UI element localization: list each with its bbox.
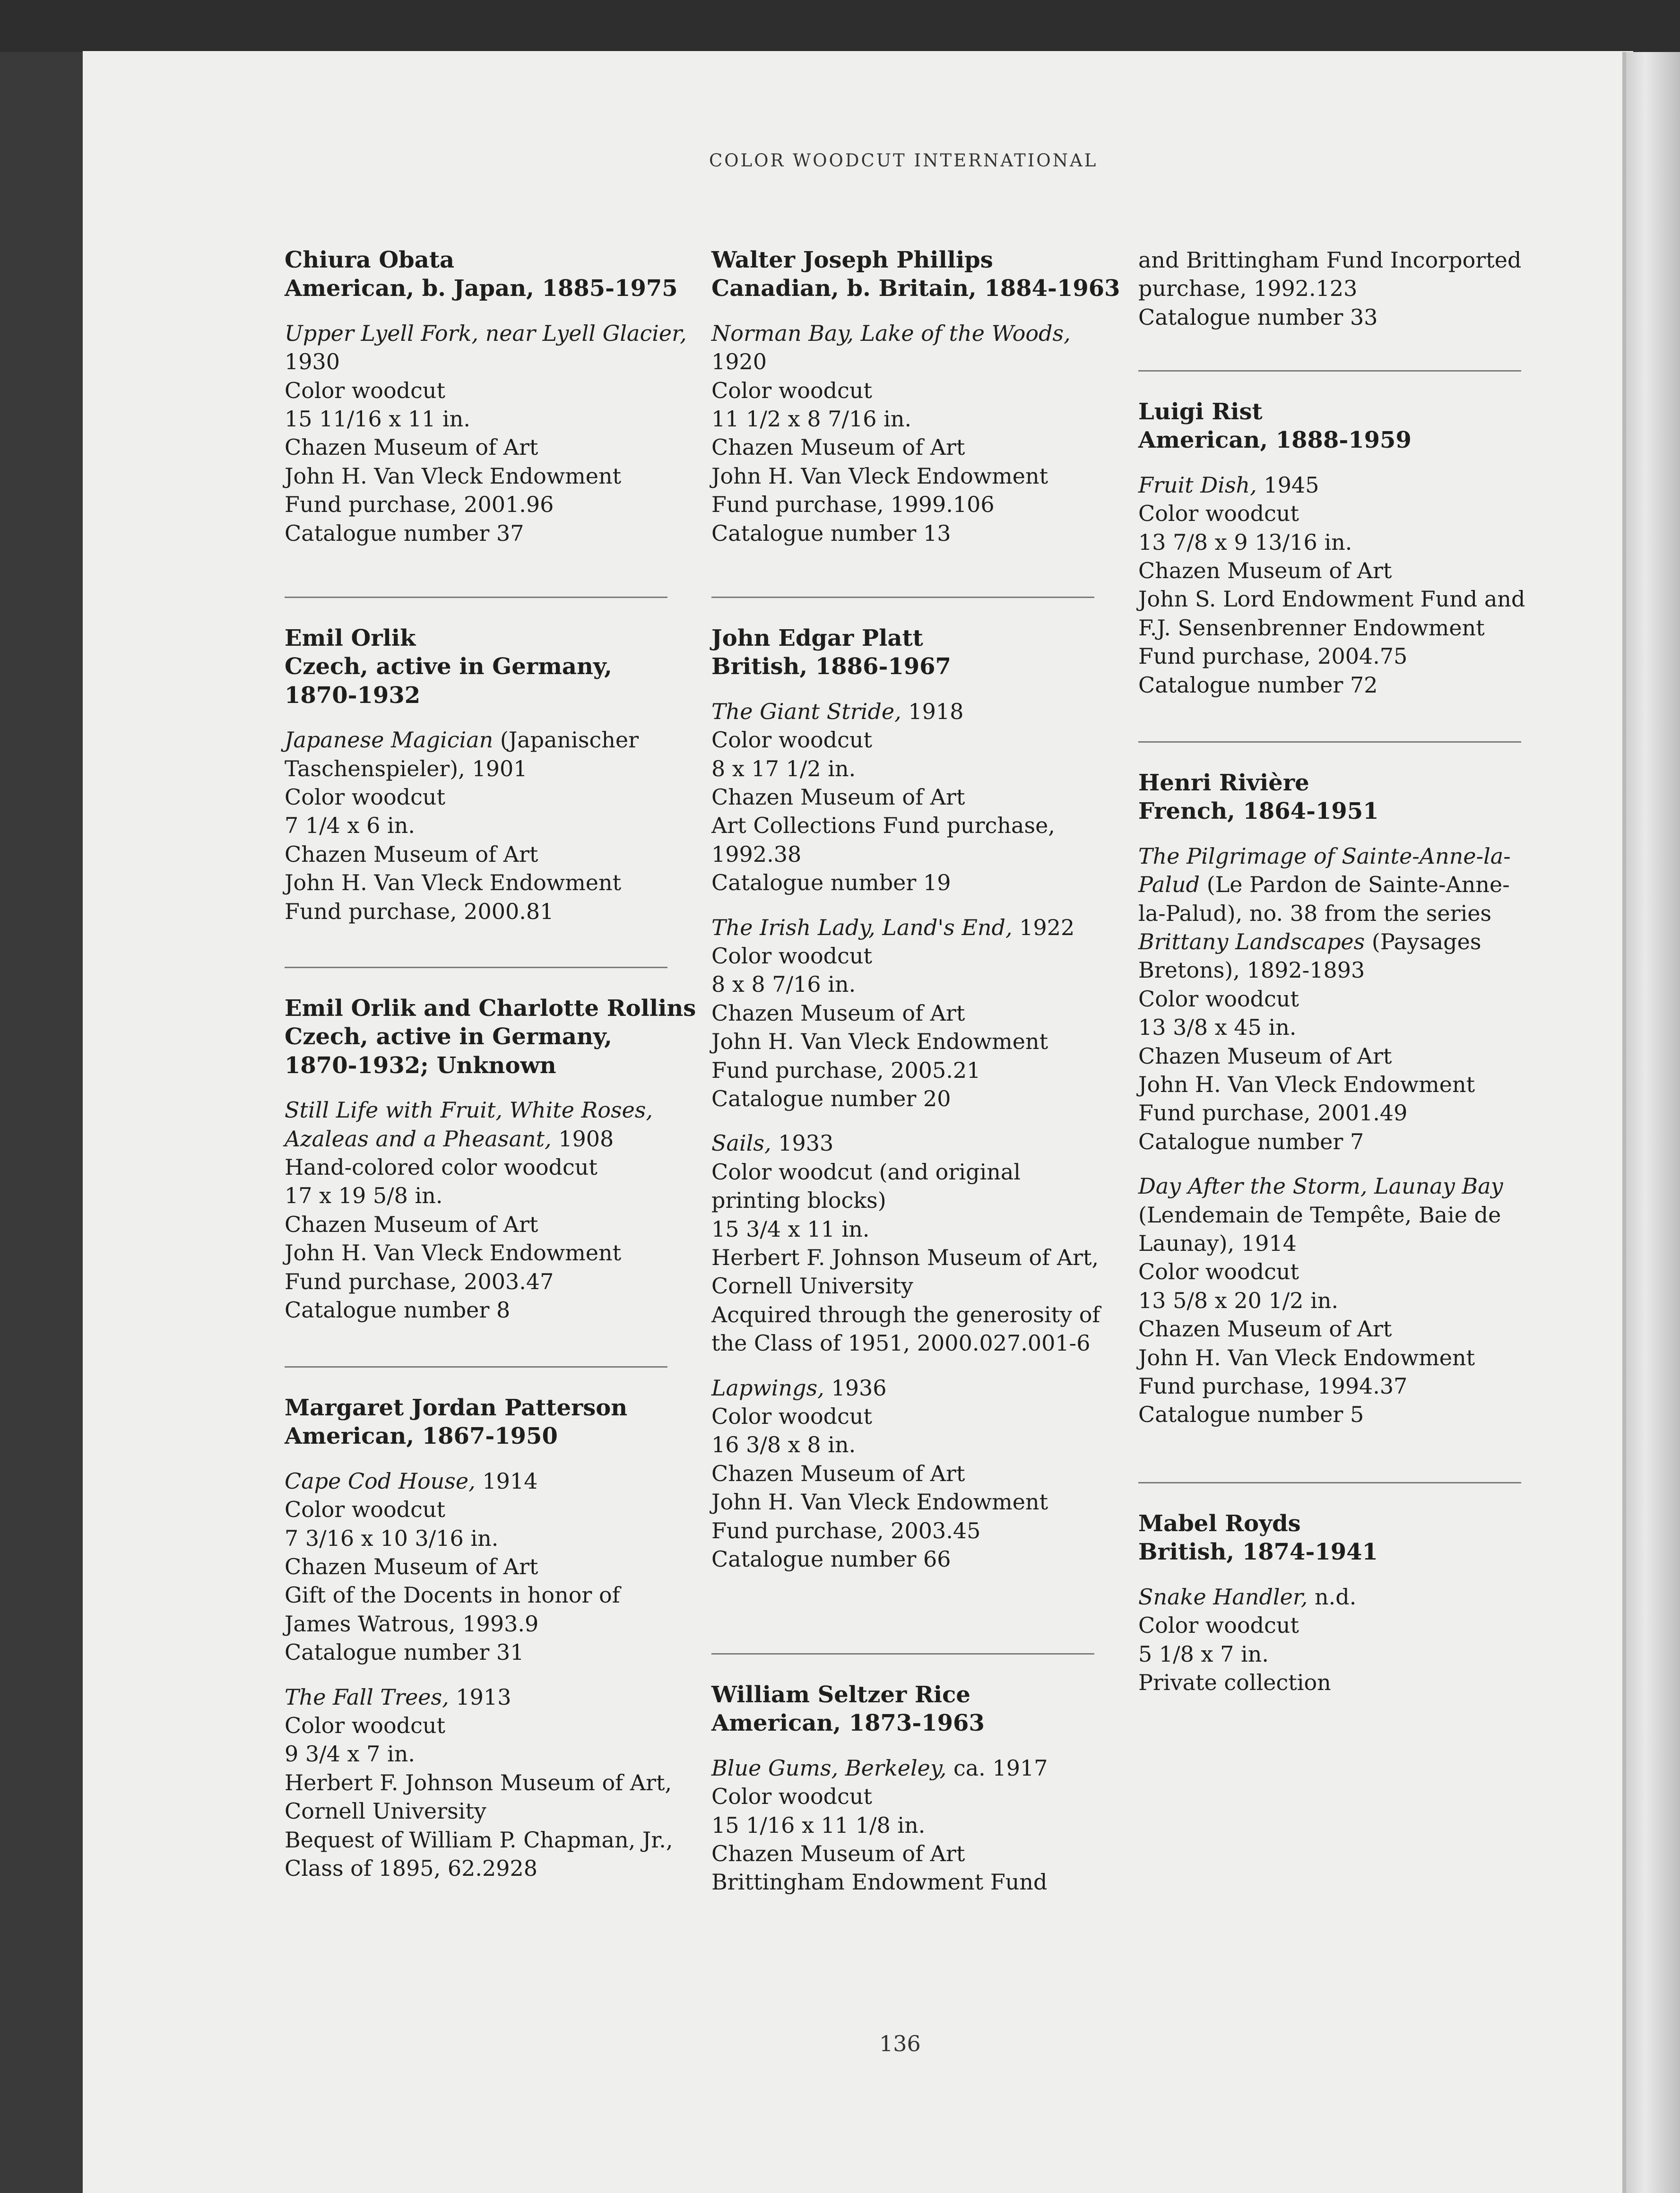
artwork-title (1138, 927, 1481, 956)
artwork-date: (Japanischer (493, 727, 639, 753)
artist-heading: American, 1873-1963 (711, 1710, 985, 1737)
catalogue-text: 9 3/4 x 7 in. (285, 1741, 415, 1767)
catalogue-text: Color woodcut (and original (711, 1159, 1021, 1185)
catalogue-text: Bretons), 1892-1893 (1138, 957, 1365, 983)
catalogue-text: Chazen Museum of Art (1138, 558, 1392, 583)
catalogue-text: Class of 1895, 62.2928 (285, 1855, 538, 1881)
catalogue-text: Color woodcut (711, 377, 872, 403)
catalogue-text: Herbert F. Johnson Museum of Art, (285, 1769, 672, 1795)
catalogue-text: F.J. Sensenbrenner Endowment (1138, 615, 1485, 641)
artist-heading: William Seltzer Rice (711, 1682, 970, 1708)
artist-heading: American, b. Japan, 1885-1975 (285, 275, 678, 302)
catalogue-text: Cornell University (711, 1273, 913, 1299)
catalogue-text: John H. Van Vleck Endowment (1138, 1072, 1475, 1097)
entry-divider (711, 1653, 1094, 1655)
catalogue-text: Catalogue number 5 (1138, 1402, 1364, 1428)
catalogue-text: Herbert F. Johnson Museum of Art, (711, 1245, 1099, 1270)
catalogue-text: Chazen Museum of Art (285, 841, 538, 867)
artwork-title (1138, 471, 1319, 499)
catalogue-text: 1930 (285, 349, 340, 375)
catalogue-text: Color woodcut (1138, 1259, 1299, 1285)
catalogue-text: 16 3/8 x 8 in. (711, 1432, 856, 1458)
artwork-date: ca. 1917 (946, 1755, 1048, 1781)
catalogue-text: Color woodcut (1138, 986, 1299, 1012)
catalogue-text: Catalogue number 8 (285, 1297, 511, 1323)
artwork-title-italic: Palud (1138, 872, 1200, 898)
artist-heading: Czech, active in Germany, (285, 1023, 612, 1050)
artwork-title (285, 319, 687, 347)
artist-heading: Canadian, b. Britain, 1884-1963 (711, 275, 1120, 302)
catalogue-text: and Brittingham Fund Incorported (1138, 247, 1522, 273)
catalogue-text: 13 3/8 x 45 in. (1138, 1014, 1297, 1040)
catalogue-text: James Watrous, 1993.9 (285, 1611, 539, 1637)
artwork-title (1138, 842, 1511, 870)
artwork-title (1138, 1583, 1356, 1611)
catalogue-text: John H. Van Vleck Endowment (285, 463, 622, 489)
artwork-title-italic: The Fall Trees, (285, 1684, 449, 1710)
catalogue-text: Color woodcut (711, 943, 872, 969)
catalogue-text: Catalogue number 7 (1138, 1128, 1364, 1154)
catalogue-text: 7 3/16 x 10 3/16 in. (285, 1525, 499, 1551)
catalogue-text: Art Collections Fund purchase, (711, 813, 1055, 839)
catalogue-text: Chazen Museum of Art (711, 784, 965, 810)
catalogue-text: 8 x 8 7/16 in. (711, 971, 856, 997)
artwork-title (711, 319, 1071, 347)
artist-heading: American, 1867-1950 (285, 1423, 558, 1450)
catalogue-text: Catalogue number 72 (1138, 672, 1378, 698)
artwork-title-italic: The Giant Stride, (711, 698, 901, 724)
catalogue-text: Color woodcut (285, 784, 445, 810)
catalogue-text: Color woodcut (1138, 501, 1299, 527)
catalogue-text: purchase, 1992.123 (1138, 276, 1358, 302)
entry-divider (1138, 370, 1521, 372)
artwork-title (711, 1374, 887, 1402)
artwork-title (285, 1125, 614, 1153)
catalogue-text: Color woodcut (711, 1404, 872, 1429)
catalogue-text: 15 1/16 x 11 1/8 in. (711, 1812, 926, 1838)
artwork-date: n.d. (1308, 1584, 1357, 1610)
catalogue-text: Chazen Museum of Art (711, 434, 965, 460)
catalogue-text: Gift of the Docents in honor of (285, 1582, 620, 1608)
artwork-date: 1914 (475, 1468, 538, 1494)
catalogue-text: Chazen Museum of Art (285, 1211, 538, 1237)
catalogue-text: Fund purchase, 2005.21 (711, 1057, 981, 1083)
artwork-title-italic: Azaleas and a Pheasant, (285, 1126, 552, 1152)
catalogue-text: printing blocks) (711, 1188, 886, 1214)
artist-heading: Chiura Obata (285, 247, 455, 273)
catalogue-text: Chazen Museum of Art (711, 1841, 965, 1866)
artwork-title (285, 726, 639, 754)
artist-heading: 1870-1932; Unknown (285, 1052, 556, 1079)
artwork-date: (Le Pardon de Sainte-Anne- (1200, 872, 1510, 898)
catalogue-text: Color woodcut (1138, 1612, 1299, 1638)
artwork-title-italic: Japanese Magician (285, 727, 494, 753)
catalogue-text: 8 x 17 1/2 in. (711, 755, 856, 781)
artwork-title-italic: Cape Cod House, (285, 1468, 476, 1494)
artist-heading: Henri Rivière (1138, 770, 1309, 796)
catalogue-text: 1992.38 (711, 841, 802, 867)
catalogue-text: Chazen Museum of Art (285, 1554, 538, 1579)
catalogue-text: Cornell University (285, 1798, 486, 1824)
artwork-date: 1918 (901, 698, 964, 724)
entry-divider (711, 597, 1094, 598)
artwork-title-italic: Still Life with Fruit, White Roses, (285, 1097, 653, 1123)
catalogue-text: John H. Van Vleck Endowment (711, 1489, 1048, 1515)
artwork-title-italic: Norman Bay, Lake of the Woods, (711, 320, 1071, 346)
catalogue-text: Fund purchase, 2003.47 (285, 1268, 554, 1294)
artwork-date: 1908 (551, 1126, 614, 1152)
catalogue-text: John S. Lord Endowment Fund and (1138, 586, 1525, 612)
catalogue-text: John H. Van Vleck Endowment (711, 463, 1048, 489)
artwork-title (285, 1683, 511, 1711)
scan-background (0, 0, 1680, 52)
artwork-title (1138, 870, 1510, 899)
catalogue-text: the Class of 1951, 2000.027.001-6 (711, 1330, 1091, 1356)
artwork-title-italic: Snake Handler, (1138, 1584, 1308, 1610)
artwork-date: 1913 (449, 1684, 511, 1710)
catalogue-text: Fund purchase, 1994.37 (1138, 1373, 1408, 1399)
artist-heading: 1870-1932 (285, 682, 421, 709)
catalogue-text: 15 11/16 x 11 in. (285, 406, 471, 432)
artwork-title-italic: Lapwings, (711, 1375, 824, 1401)
artwork-title (285, 1096, 653, 1124)
artwork-date: 1936 (824, 1375, 887, 1401)
catalogue-text: Bequest of William P. Chapman, Jr., (285, 1827, 673, 1853)
catalogue-text: (Lendemain de Tempête, Baie de (1138, 1202, 1501, 1228)
artwork-date: 1945 (1256, 472, 1319, 498)
catalogue-text: Fund purchase, 2004.75 (1138, 643, 1408, 669)
entry-divider (285, 1366, 667, 1368)
catalogue-text: Color woodcut (711, 1784, 872, 1810)
artwork-title-italic: Fruit Dish, (1138, 472, 1257, 498)
catalogue-text: Color woodcut (285, 1713, 445, 1738)
artwork-title (285, 1467, 537, 1495)
catalogue-text: Taschenspieler), 1901 (285, 755, 528, 781)
catalogue-text: John H. Van Vleck Endowment (285, 870, 622, 896)
catalogue-text: 17 x 19 5/8 in. (285, 1183, 443, 1209)
artist-heading: Czech, active in Germany, (285, 653, 612, 680)
artist-heading: Emil Orlik (285, 625, 416, 651)
catalogue-text: 13 5/8 x 20 1/2 in. (1138, 1287, 1339, 1313)
catalogue-text: Hand-colored color woodcut (285, 1154, 598, 1180)
catalogue-text: Fund purchase, 2000.81 (285, 898, 554, 924)
entry-divider (1138, 741, 1521, 743)
catalogue-text: Color woodcut (285, 1497, 445, 1523)
entry-divider (285, 967, 667, 968)
catalogue-text: Launay), 1914 (1138, 1231, 1297, 1256)
catalogue-text: John H. Van Vleck Endowment (1138, 1344, 1475, 1370)
artwork-title (711, 1129, 833, 1157)
artwork-title (711, 1754, 1048, 1782)
catalogue-text: Brittingham Endowment Fund (711, 1869, 1048, 1895)
catalogue-text: Color woodcut (285, 377, 445, 403)
artist-heading: John Edgar Platt (711, 625, 923, 651)
catalogue-text: Chazen Museum of Art (285, 434, 538, 460)
catalogue-text: Private collection (1138, 1670, 1331, 1695)
catalogue-text: John H. Van Vleck Endowment (285, 1240, 622, 1266)
catalogue-text: Acquired through the generosity of (711, 1301, 1100, 1327)
artist-heading: British, 1886-1967 (711, 653, 951, 680)
catalogue-text: Catalogue number 13 (711, 520, 951, 546)
catalogue-text: 15 3/4 x 11 in. (711, 1216, 870, 1242)
running-head: COLOR WOODCUT INTERNATIONAL (709, 150, 1098, 171)
catalogue-text: Catalogue number 19 (711, 870, 951, 896)
artist-heading: French, 1864-1951 (1138, 798, 1379, 825)
catalogue-text: 5 1/8 x 7 in. (1138, 1641, 1269, 1667)
catalogue-text: Catalogue number 20 (711, 1086, 951, 1111)
artwork-date: (Paysages (1365, 929, 1481, 954)
artwork-title (711, 697, 963, 726)
artwork-title (711, 913, 1074, 942)
artist-heading: Mabel Royds (1138, 1510, 1301, 1537)
catalogue-text: John H. Van Vleck Endowment (711, 1029, 1048, 1055)
artwork-title-italic: Upper Lyell Fork, near Lyell Glacier, (285, 320, 687, 346)
artwork-title (1138, 1172, 1503, 1200)
catalogue-text: Catalogue number 31 (285, 1639, 524, 1665)
catalogue-text: Fund purchase, 2001.49 (1138, 1100, 1408, 1126)
catalogue-text: 7 1/4 x 6 in. (285, 813, 415, 839)
catalogue-text: 1920 (711, 349, 767, 375)
catalogue-text: Fund purchase, 1999.106 (711, 492, 995, 518)
catalogue-text: la-Palud), no. 38 from the series (1138, 900, 1492, 926)
catalogue-text: Chazen Museum of Art (711, 1000, 965, 1026)
catalogue-text: Fund purchase, 2001.96 (285, 492, 554, 518)
artist-heading: Emil Orlik and Charlotte Rollins (285, 995, 696, 1022)
entry-divider (285, 597, 667, 598)
catalogue-text: Chazen Museum of Art (1138, 1043, 1392, 1069)
catalogue-text: Catalogue number 33 (1138, 304, 1378, 330)
artist-heading: American, 1888-1959 (1138, 427, 1412, 454)
catalogue-text: Catalogue number 37 (285, 520, 524, 546)
catalogue-text: Catalogue number 66 (711, 1546, 951, 1572)
artist-heading: Margaret Jordan Patterson (285, 1395, 628, 1421)
book-gutter (1626, 52, 1680, 2193)
artwork-date: 1933 (771, 1130, 834, 1156)
catalogue-text: 13 7/8 x 9 13/16 in. (1138, 529, 1352, 555)
catalogue-text: Chazen Museum of Art (1138, 1316, 1392, 1342)
artist-heading: Luigi Rist (1138, 399, 1263, 425)
artwork-title-italic: The Irish Lady, Land's End, (711, 914, 1013, 940)
page-number: 136 (879, 2031, 921, 2056)
catalogue-text: Chazen Museum of Art (711, 1460, 965, 1486)
artwork-date: 1922 (1012, 914, 1075, 940)
artwork-title-italic: The Pilgrimage of Sainte-Anne-la- (1138, 843, 1511, 869)
artwork-title-italic: Day After the Storm, Launay Bay (1138, 1173, 1503, 1199)
artist-heading: British, 1874-1941 (1138, 1539, 1378, 1566)
catalogue-text: Fund purchase, 2003.45 (711, 1517, 981, 1543)
catalogue-text: 11 1/2 x 8 7/16 in. (711, 406, 912, 432)
artist-heading: Walter Joseph Phillips (711, 247, 993, 273)
catalogue-text: Color woodcut (711, 727, 872, 753)
artwork-title-italic: Brittany Landscapes (1138, 929, 1365, 954)
entry-divider (1138, 1482, 1521, 1483)
artwork-title-italic: Sails, (711, 1130, 771, 1156)
artwork-title-italic: Blue Gums, Berkeley, (711, 1755, 947, 1781)
